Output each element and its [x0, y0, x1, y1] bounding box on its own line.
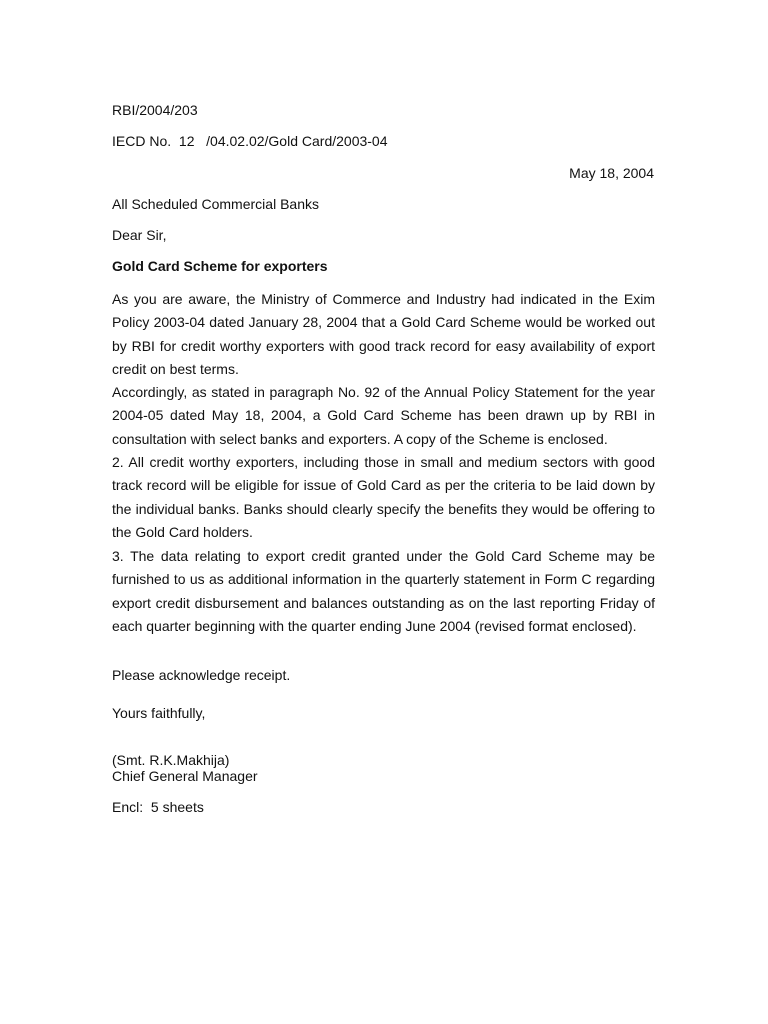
body-paragraph-3: 2. All credit worthy exporters, including those in small and medium sectors with good track record will be eligible for issue of Gold Card as per the criteria to be laid down by the individual banks. Banks should clearly specify the benefits they would be offering to the Gold Card holders. [112, 454, 655, 540]
recipient: All Scheduled Commercial Banks [112, 196, 319, 212]
enclosure-note: Encl: 5 sheets [112, 799, 204, 815]
signatory-title: Chief General Manager [112, 768, 258, 784]
body-paragraph-2: Accordingly, as stated in paragraph No. 92 of the Annual Policy Statement for the year 2004-05 dated May 18, 2004, a Gold Card Scheme has been drawn up by RBI in consultation with select banks and exporters. A copy of the Scheme is enclosed. [112, 384, 655, 447]
sign-off: Yours faithfully, [112, 705, 206, 721]
letter-date: May 18, 2004 [569, 165, 654, 181]
signature-block [112, 752, 258, 784]
subject-heading: Gold Card Scheme for exporters [112, 258, 328, 274]
acknowledge-request: Please acknowledge receipt. [112, 667, 291, 683]
body-paragraph-1: As you are aware, the Ministry of Commerce and Industry had indicated in the Exim Policy 2003-04 dated January 28, 2004 that a Gold Card Scheme would be worked out by RBI for credit worthy exporters with good track record for easy availability of export credit on best terms. [112, 291, 655, 377]
iecd-number: IECD No. 12 /04.02.02/Gold Card/2003-04 [112, 133, 388, 149]
signatory-name: (Smt. R.K.Makhija) [112, 752, 230, 768]
salutation: Dear Sir, [112, 227, 167, 243]
body-paragraph-4: 3. The data relating to export credit granted under the Gold Card Scheme may be furnished to us as additional information in the quarterly statement in Form C regarding export credit disbursement and balances outstanding as on the last reporting Friday of each quarter beginning with the quarter ending June 2004 (revised format enclosed). [112, 548, 655, 634]
reference-number: RBI/2004/203 [112, 102, 198, 118]
